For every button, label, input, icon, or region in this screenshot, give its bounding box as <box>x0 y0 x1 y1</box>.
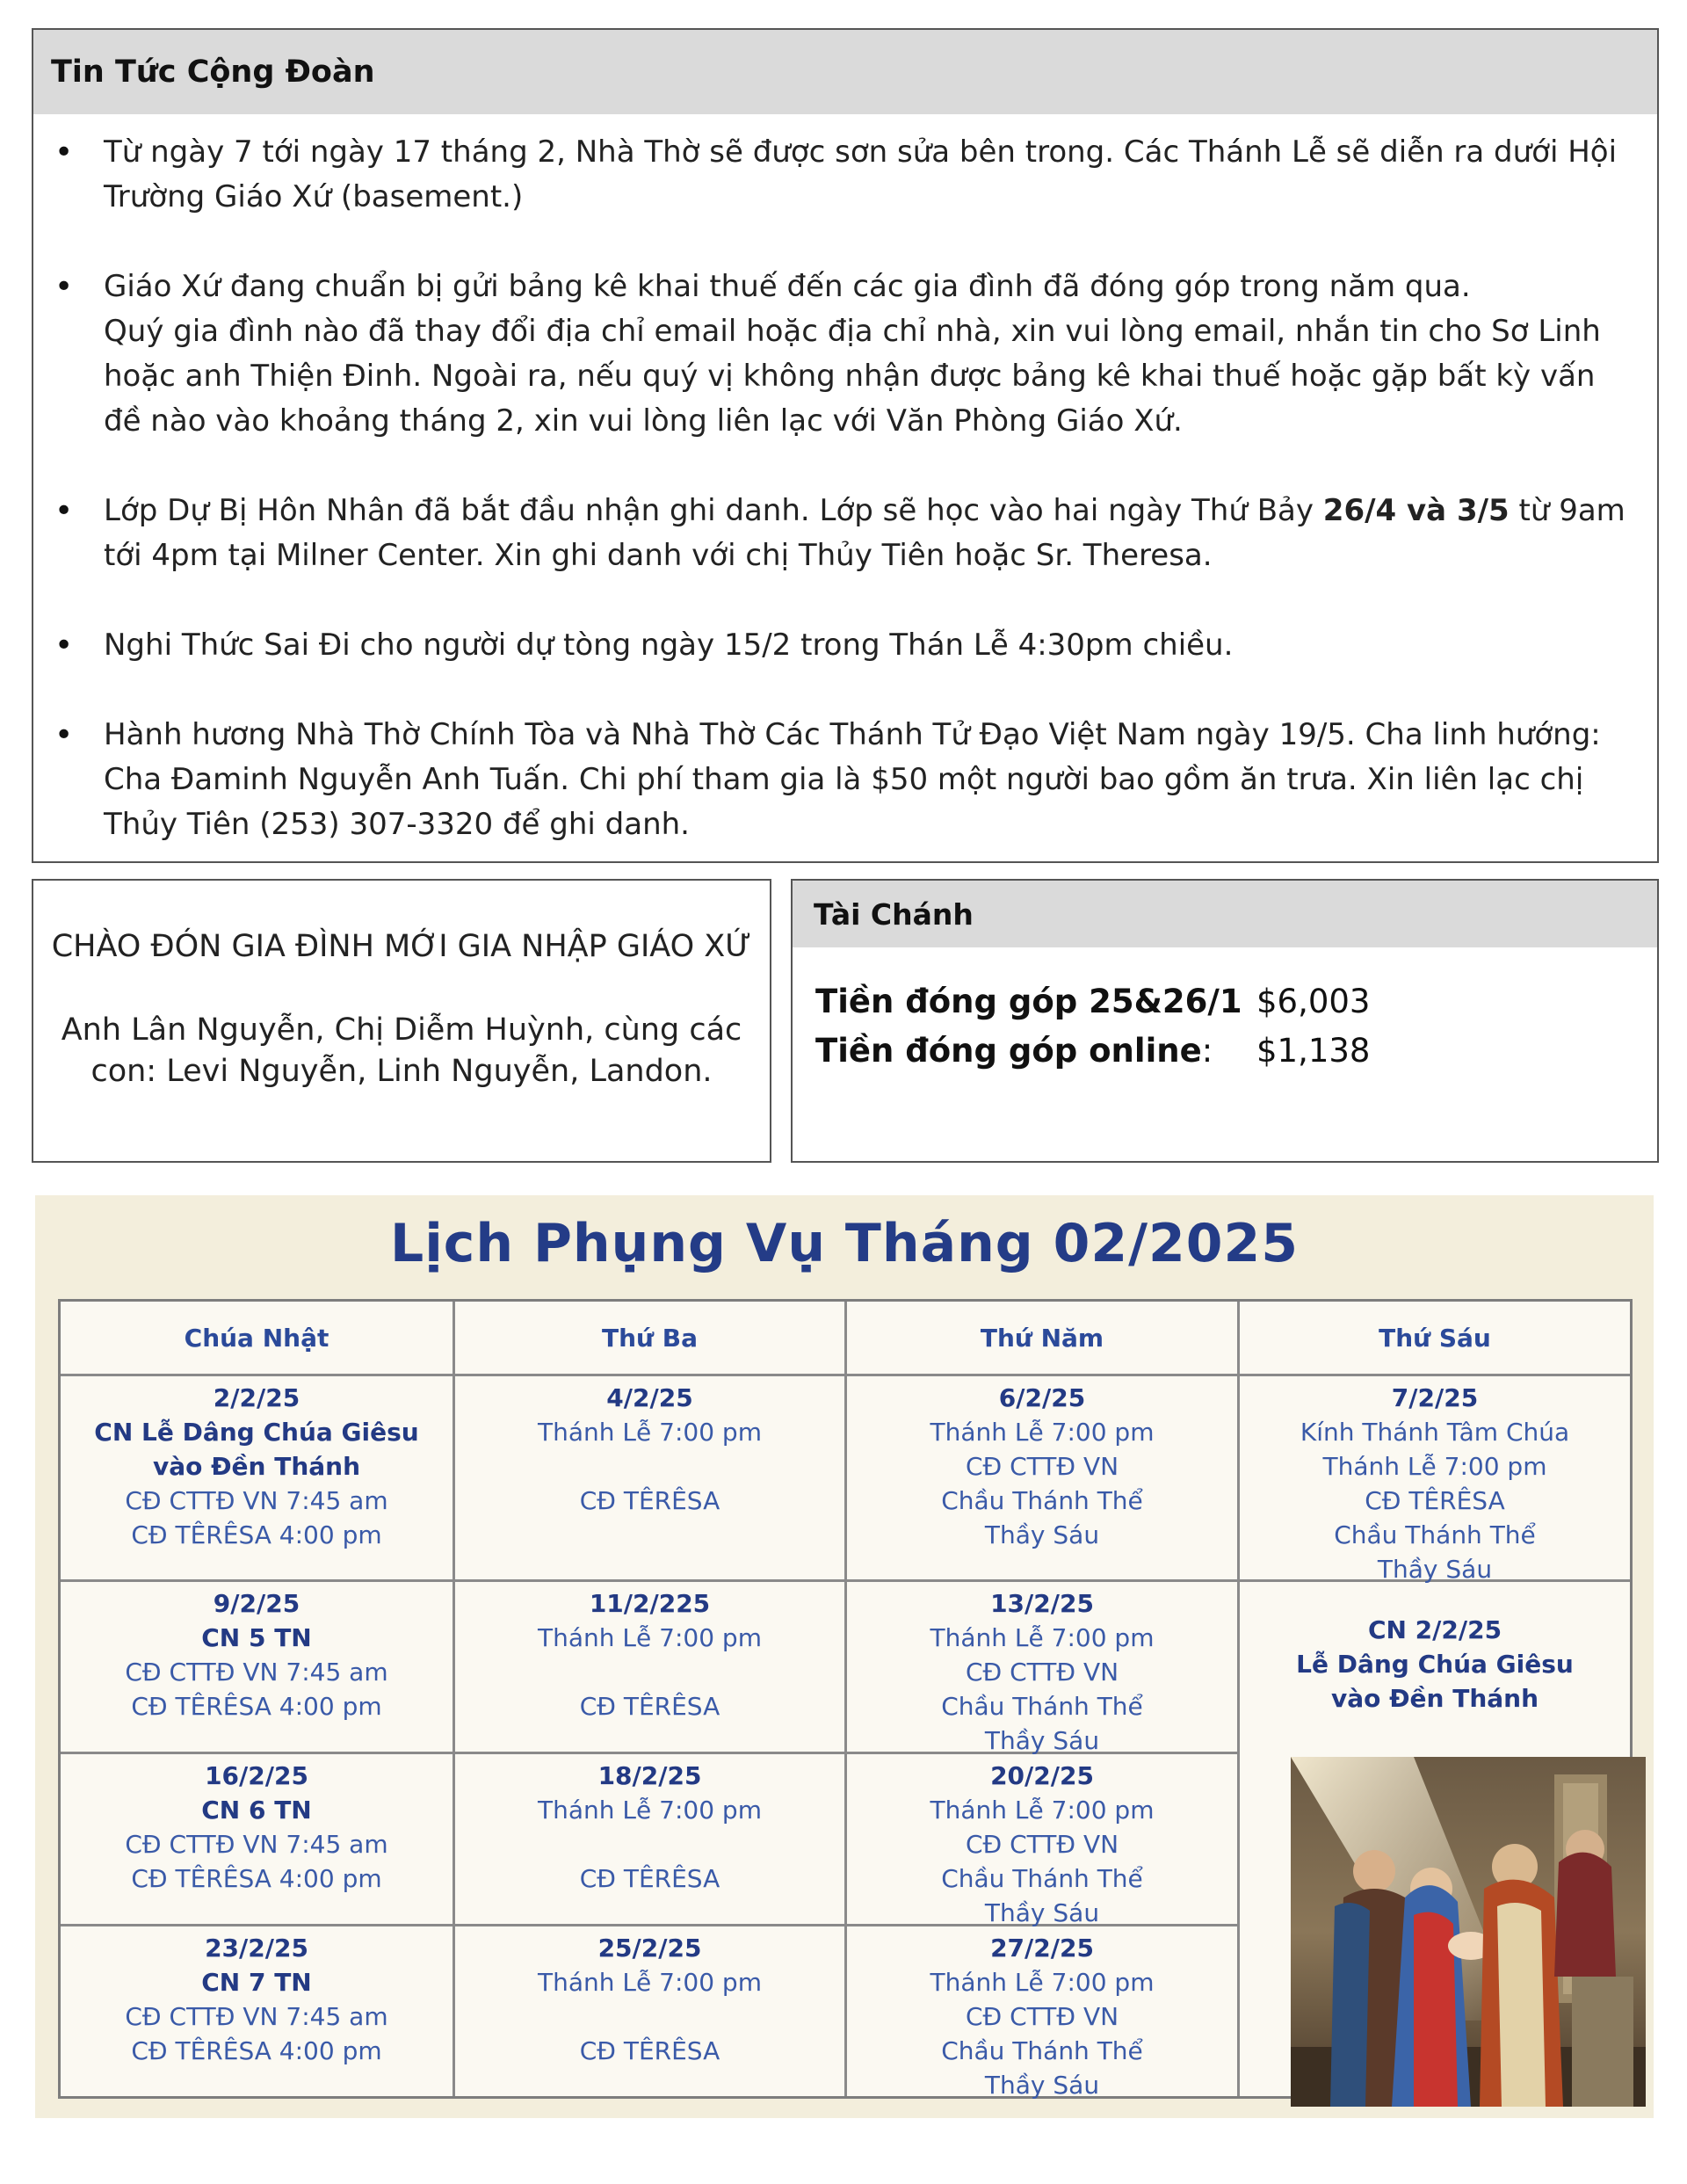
calendar-date: 4/2/25 <box>606 1383 693 1412</box>
calendar-cell <box>61 1586 453 1723</box>
calendar-schedule-line: Thánh Lễ 7:00 pm <box>930 1623 1155 1652</box>
community-news-box <box>32 28 1659 863</box>
finance-label <box>815 977 1256 1027</box>
calendar-header-thursday: Thứ Năm <box>980 1324 1104 1353</box>
calendar-schedule-line: Chầu Thánh Thể <box>941 1864 1143 1893</box>
calendar-schedule-line: CĐ TÊRÊSA <box>579 1486 720 1515</box>
calendar-feast-title: CN Lễ Dâng Chúa Giêsu <box>94 1418 419 1447</box>
calendar-schedule-line: CĐ CTTĐ VN 7:45 am <box>125 1486 388 1515</box>
calendar-schedule-line: CĐ TÊRÊSA <box>1365 1486 1505 1515</box>
calendar-schedule-line: CĐ TÊRÊSA 4:00 pm <box>131 2036 382 2065</box>
finance-title: Tài Chánh <box>793 881 1657 947</box>
calendar-cell <box>1240 1381 1630 1586</box>
calendar-date: 9/2/25 <box>213 1589 300 1618</box>
calendar-schedule-line: CĐ TÊRÊSA 4:00 pm <box>131 1692 382 1721</box>
finance-box <box>791 879 1659 1163</box>
welcome-title: CHÀO ĐÓN GIA ĐÌNH MỚI GIA NHẬP GIÁO XỨ <box>51 929 752 964</box>
calendar-date: 2/2/25 <box>213 1383 300 1412</box>
calendar-header-sunday: Chúa Nhật <box>184 1324 329 1353</box>
calendar-schedule-line: Chầu Thánh Thể <box>941 1692 1143 1721</box>
calendar-date: 20/2/25 <box>990 1761 1094 1790</box>
calendar-schedule-line: CĐ CTTĐ VN 7:45 am <box>125 1658 388 1687</box>
calendar-cell <box>1240 1613 1630 1716</box>
calendar-schedule-line: CĐ TÊRÊSA 4:00 pm <box>131 1864 382 1893</box>
calendar-feast-title: vào Đền Thánh <box>152 1452 361 1481</box>
calendar-date: 13/2/25 <box>990 1589 1094 1618</box>
news-item-tax-statement <box>104 265 1631 444</box>
calendar-blank-line <box>455 1655 844 1689</box>
finance-row-weekend <box>793 977 1657 1027</box>
calendar-schedule-line: CĐ TÊRÊSA <box>579 1692 720 1721</box>
calendar-schedule-line: CĐ CTTĐ VN <box>965 1658 1119 1687</box>
calendar-date: 7/2/25 <box>1391 1383 1479 1412</box>
welcome-new-family-box <box>32 879 771 1163</box>
community-news-list <box>33 114 1657 847</box>
calendar-cell <box>847 1381 1237 1552</box>
calendar-schedule-line: CĐ CTTĐ VN <box>965 1830 1119 1859</box>
calendar-schedule-line: Thầy Sáu <box>984 1898 1100 1927</box>
calendar-feast-title: CN 5 TN <box>201 1623 312 1652</box>
calendar-schedule-line: Thánh Lễ 7:00 pm <box>538 1623 762 1652</box>
calendar-header-tuesday: Thứ Ba <box>602 1324 698 1353</box>
calendar-schedule-line: Thầy Sáu <box>984 1726 1100 1755</box>
calendar-schedule-line: Thầy Sáu <box>1377 1555 1493 1584</box>
calendar-date: 16/2/25 <box>205 1761 308 1790</box>
finance-label-text: Tiền đóng góp 25&26/1 <box>815 983 1242 1020</box>
calendar-blank-line <box>455 1827 844 1861</box>
finance-rows <box>793 977 1657 1076</box>
presentation-of-jesus-painting <box>1291 1757 1646 2107</box>
news-item-marriage-text-before: Lớp Dự Bị Hôn Nhân đã bắt đầu nhận ghi danh. Lớp sẽ học vào hai ngày Thứ Bảy <box>104 493 1323 528</box>
calendar-feast-title: Lễ Dâng Chúa Giêsu <box>1296 1650 1574 1679</box>
calendar-schedule-line: Kính Thánh Tâm Chúa <box>1300 1418 1570 1447</box>
news-item-pilgrimage: • Hành hương Nhà Thờ Chính Tòa và Nhà Thờ Các Thánh Tử Đạo Việt Nam ngày 19/5. Cha linh hướng: Cha Đaminh Nguyễn Anh Tuấn. Chi phí tham gia là $50 một người bao gồm ăn trưa. Xin liên lạc chị Thủy Tiên (253) 307-3320 để ghi danh. <box>104 713 1631 847</box>
news-item-renovation: • Từ ngày 7 tới ngày 17 tháng 2, Nhà Thờ sẽ được sơn sửa bên trong. Các Thánh Lễ sẽ diễn ra dưới Hội Trường Giáo Xứ (basement.) <box>104 130 1631 220</box>
calendar-feast-title: CN 6 TN <box>201 1796 312 1825</box>
news-item-tax-line2: Quý gia đình nào đã thay đổi địa chỉ email hoặc địa chỉ nhà, xin vui lòng email, nhắn tin cho Sơ Linh hoặc anh Thiện Đinh. Ngoài ra, nếu quý vị không nhận được bảng kê khai thuế hoặc gặp bất kỳ vấn đề nào vào khoảng tháng 2, xin vui lòng liên lạc với Văn Phòng Giáo Xứ. <box>104 314 1601 439</box>
calendar-schedule-line: Chầu Thánh Thể <box>941 2036 1143 2065</box>
calendar-cell <box>847 1759 1237 1930</box>
calendar-blank-line <box>455 1449 844 1484</box>
calendar-schedule-line: Chầu Thánh Thể <box>941 1486 1143 1515</box>
news-item-marriage-dates: 26/4 và 3/5 <box>1322 493 1510 528</box>
calendar-table <box>58 1299 1633 2099</box>
finance-row-online <box>793 1027 1657 1076</box>
calendar-schedule-line: CĐ TÊRÊSA <box>579 1864 720 1893</box>
welcome-family-names: Anh Lân Nguyễn, Chị Diễm Huỳnh, cùng các con: Levi Nguyễn, Linh Nguyễn, Landon. <box>61 1012 742 1089</box>
community-news-title: Tin Tức Cộng Đoàn <box>33 30 1657 114</box>
calendar-blank-line <box>455 1999 844 2034</box>
calendar-cell <box>61 1759 453 1896</box>
calendar-header-friday: Thứ Sáu <box>1379 1324 1491 1353</box>
calendar-schedule-line: CĐ CTTĐ VN <box>965 1452 1119 1481</box>
calendar-schedule-line: Thánh Lễ 7:00 pm <box>538 1418 762 1447</box>
calendar-schedule-line: Thánh Lễ 7:00 pm <box>930 1418 1155 1447</box>
calendar-schedule-line: Chầu Thánh Thể <box>1334 1520 1536 1549</box>
calendar-date: 11/2/225 <box>589 1589 711 1618</box>
calendar-schedule-line: Thánh Lễ 7:00 pm <box>1322 1452 1547 1481</box>
calendar-cell <box>847 1931 1237 2102</box>
finance-amount: $1,138 <box>1256 1032 1371 1070</box>
grid-line <box>61 1374 1630 1376</box>
calendar-schedule-line: Thánh Lễ 7:00 pm <box>538 1968 762 1997</box>
calendar-date: 23/2/25 <box>205 1934 308 1963</box>
calendar-schedule-line: Thánh Lễ 7:00 pm <box>930 1796 1155 1825</box>
calendar-schedule-line: Thánh Lễ 7:00 pm <box>538 1796 762 1825</box>
calendar-feast-title: CN 7 TN <box>201 1968 312 1997</box>
liturgical-calendar <box>35 1195 1654 2118</box>
finance-label-text: Tiền đóng góp online <box>815 1032 1202 1070</box>
calendar-cell <box>455 1586 844 1723</box>
news-item-marriage-text-after: từ 9am tới 4pm tại Milner Center. Xin ghi danh với chị Thủy Tiên hoặc Sr. Theresa. <box>104 493 1625 573</box>
calendar-cell <box>455 1759 844 1896</box>
news-item-marriage-prep <box>104 489 1631 578</box>
calendar-cell <box>847 1586 1237 1758</box>
calendar-schedule-line: Thầy Sáu <box>984 1520 1100 1549</box>
finance-amount: $6,003 <box>1256 983 1371 1020</box>
finance-label-colon: : <box>1201 1032 1213 1070</box>
calendar-schedule-line: CĐ CTTĐ VN 7:45 am <box>125 1830 388 1859</box>
calendar-schedule-line: Thầy Sáu <box>984 2071 1100 2100</box>
news-item-sending-rite: • Nghi Thức Sai Đi cho người dự tòng ngày 15/2 trong Thán Lễ 4:30pm chiều. <box>104 623 1631 668</box>
calendar-date: 27/2/25 <box>990 1934 1094 1963</box>
finance-label <box>815 1027 1256 1076</box>
news-item-tax-line1: Giáo Xứ đang chuẩn bị gửi bảng kê khai thuế đến các gia đình đã đóng góp trong năm qua. <box>104 269 1471 304</box>
calendar-date: 25/2/25 <box>597 1934 702 1963</box>
calendar-title: Lịch Phụng Vụ Tháng 02/2025 <box>389 1213 1300 1274</box>
calendar-schedule-line: CĐ CTTĐ VN 7:45 am <box>125 2002 388 2031</box>
calendar-cell <box>61 1381 453 1552</box>
calendar-schedule-line: CĐ CTTĐ VN <box>965 2002 1119 2031</box>
calendar-feast-title: CN 2/2/25 <box>1367 1615 1502 1644</box>
calendar-date: 18/2/25 <box>597 1761 702 1790</box>
calendar-schedule-line: Thánh Lễ 7:00 pm <box>930 1968 1155 1997</box>
calendar-feast-title: vào Đền Thánh <box>1330 1684 1539 1713</box>
calendar-date: 6/2/25 <box>998 1383 1086 1412</box>
calendar-schedule-line: CĐ TÊRÊSA 4:00 pm <box>131 1520 382 1549</box>
calendar-cell <box>61 1931 453 2068</box>
calendar-cell <box>455 1381 844 1518</box>
calendar-schedule-line: CĐ TÊRÊSA <box>579 2036 720 2065</box>
calendar-cell <box>455 1931 844 2068</box>
